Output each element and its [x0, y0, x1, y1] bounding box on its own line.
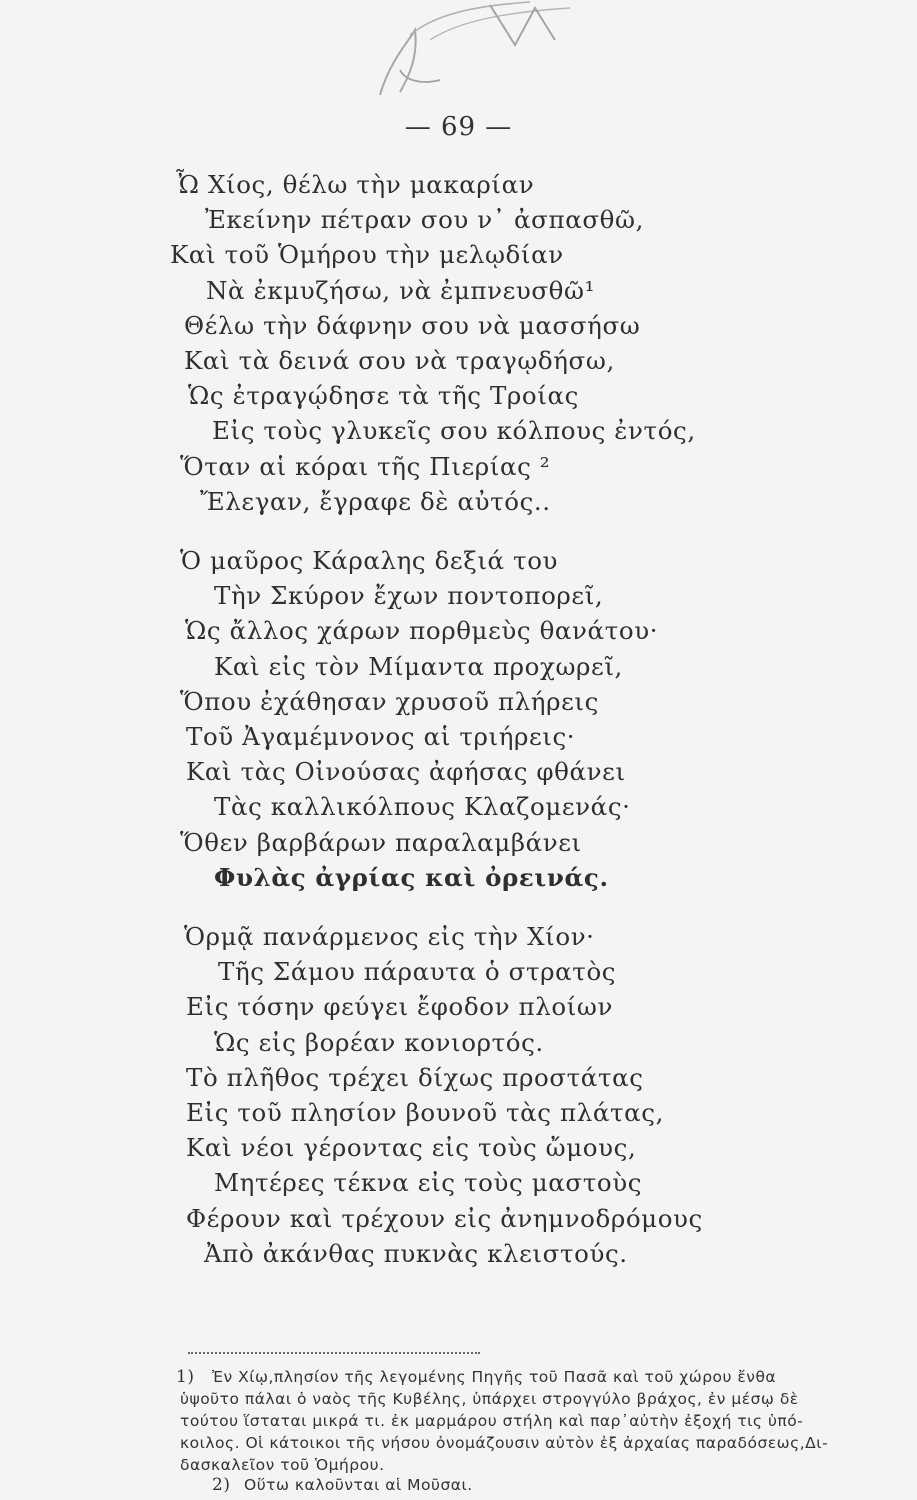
verse-line: Ὡς ἄλλος χάρων πορθμεὺς θανάτου· [185, 616, 659, 645]
page-number: — 69 — [404, 112, 513, 142]
verse-line: Τῆς Σάμου πάραυτα ὁ στρατὸς [218, 957, 617, 986]
verse-line: Εἰς τοῦ πλησίον βουνοῦ τὰς πλάτας, [186, 1098, 664, 1127]
verse-line: Ἀπὸ ἀκάνθας πυκνὰς κλειστούς. [204, 1239, 628, 1268]
verse-line: Νὰ ἐκμυζήσω, νὰ ἐμπνευσθῶ¹ [206, 276, 596, 305]
verse-line: Θέλω τὴν δάφνην σου νὰ μασσήσω [184, 311, 641, 340]
footnote-label: 2) [212, 1475, 231, 1495]
verse-line: Καὶ τὰς Οἰνούσας ἀφήσας φθάνει [186, 757, 626, 786]
footnote-line: κοιλος. Οἱ κάτοικοι τῆς νήσου ὀνομάζουσιν αὐτὸν ἐξ ἀρχαίας παραδόσεως,Δι- [180, 1434, 829, 1452]
verse-line: Ὡς εἰς βορέαν κονιορτός. [214, 1028, 544, 1057]
verse-line: Τὸ πλῆθος τρέχει δίχως προστάτας [186, 1063, 644, 1092]
verse-line: Εἰς τόσην φεύγει ἔφοδον πλοίων [186, 992, 613, 1021]
footnote-rule [188, 1352, 480, 1354]
verse-line: Τὴν Σκύρον ἔχων ποντοπορεῖ, [214, 581, 604, 610]
verse-line: Ἔλεγαν, ἔγραφε δὲ αὐτός.. [200, 487, 551, 516]
verse-line: Ἐκείνην πέτραν σου ν᾽ ἀσπασθῶ, [205, 205, 644, 234]
verse-line: Ὁ μαῦρος Κάραλης δεξιά του [180, 546, 559, 575]
verse-line: Καὶ νέοι γέροντας εἰς τοὺς ὤμους, [186, 1133, 637, 1162]
verse-line: Ὁρμᾷ πανάρμενος εἰς τὴν Χίον· [184, 922, 595, 951]
verse-line: Τοῦ Ἀγαμέμνονος αἱ τριήρεις· [186, 722, 576, 751]
footnote-line: ὑψοῦτο πάλαι ὁ ναὸς τῆς Κυβέλης, ὑπάρχει στρογγύλο βράχος, ἐν μέσῳ δὲ [180, 1390, 799, 1408]
verse-line: Φέρουν καὶ τρέχουν εἰς ἀνημνοδρόμους [186, 1204, 703, 1233]
verse-line: Ὅπου ἐχάθησαν χρυσοῦ πλήρεις [180, 687, 599, 716]
verse-line: Τὰς καλλικόλπους Κλαζομενάς· [214, 792, 631, 821]
verse-line: Καὶ εἰς τὸν Μίμαντα προχωρεῖ, [214, 652, 623, 681]
verse-line: Καὶ τοῦ Ὁμήρου τὴν μελῳδίαν [170, 240, 564, 269]
verse-line: Ὡς ἐτραγῴδησε τὰ τῆς Τροίας [188, 381, 579, 410]
footnote-line: τούτου ἵσταται μικρά τι. ἐκ μαρμάρου στήλη καὶ παρ᾽αὐτὴν ἐξοχή τις ὑπό- [180, 1412, 804, 1430]
footnote-line: δασκαλεῖον τοῦ Ὁμήρου. [180, 1456, 385, 1474]
pencil-marginalia [370, 0, 600, 100]
verse-line: Ὅθεν βαρβάρων παραλαμβάνει [180, 828, 582, 857]
verse-line: Ὦ Χίος, θέλω τὴν μακαρίαν [176, 170, 535, 199]
verse-line: Μητέρες τέκνα εἰς τοὺς μαστοὺς [214, 1168, 643, 1197]
verse-line: Φυλὰς ἀγρίας καὶ ὀρεινάς. [214, 863, 609, 892]
footnote-line: Οὕτω καλοῦνται αἱ Μοῦσαι. [244, 1476, 473, 1494]
verse-line: Εἰς τοὺς γλυκεῖς σου κόλπους ἐντός, [212, 416, 696, 445]
footnote-line: Ἐν Χίῳ,πλησίον τῆς λεγομένης Πηγῆς τοῦ Πασᾶ καὶ τοῦ χώρου ἔνθα [212, 1368, 777, 1386]
verse-line: Ὅταν αἱ κόραι τῆς Πιερίας ² [180, 452, 551, 481]
footnote-label: 1) [176, 1367, 195, 1387]
verse-line: Καὶ τὰ δεινά σου νὰ τραγῳδήσω, [184, 346, 615, 375]
